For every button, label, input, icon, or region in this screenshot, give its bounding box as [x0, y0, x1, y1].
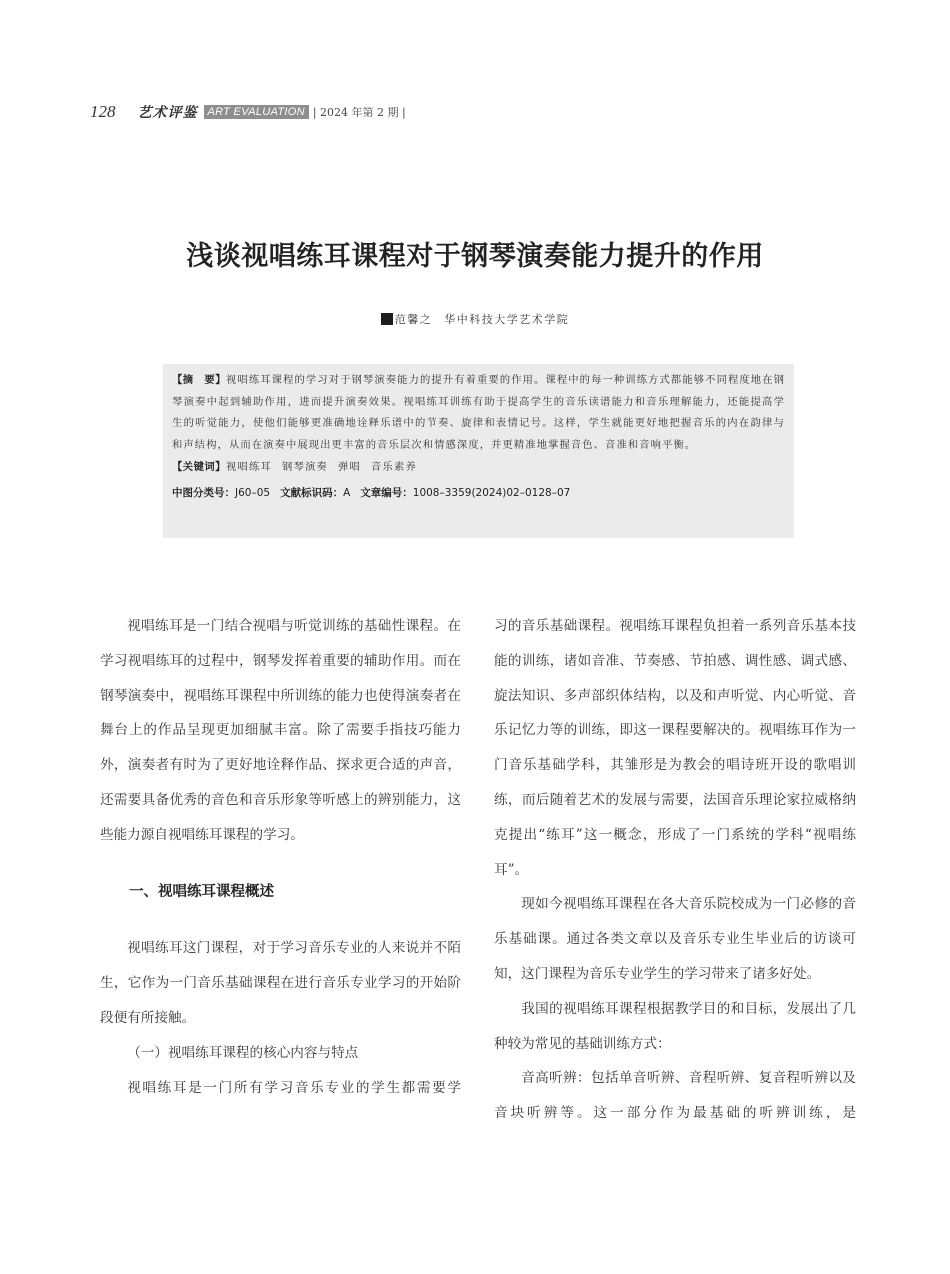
- abstract-paragraph: [172, 370, 785, 456]
- body-column-left: [100, 609, 461, 1105]
- article-number-value: 1008–3359(2024)02–0128–07: [412, 487, 571, 500]
- abstract-label: 【摘 要】: [172, 374, 227, 386]
- body-paragraph: 音高听辨：包括单音听辨、音程听辨、复音程听辨以及音块听辨等。这一部分作为最基础的听辨训练，是: [494, 1070, 856, 1122]
- abstract-text: 视唱练耳课程的学习对于钢琴演奏能力的提升有着重要的作用。课程中的每一种训练方式都能够不同程度地在钢琴演奏中起到辅助作用，进而提升演奏效果。视唱练耳训练有助于提高学生的音乐读谱能力和音乐理解能力，还能提高学生的听觉能力，使他们能够更准确地诠释乐谱中的节奏、旋律和表情记号。这样，学生就能更好地把握音乐的内在韵律与和声结构，从而在演奏中展现出更丰富的音乐层次和情感深度，并更精准地掌握音色、音准和音响平衡。: [172, 374, 786, 451]
- subsection-heading: （一）视唱练耳课程的核心内容与特点: [127, 1044, 359, 1061]
- keyword: 音乐素养: [370, 461, 417, 474]
- body-paragraph: 现如今视唱练耳课程在各大音乐院校成为一门必修的音乐基础课。通过各类文章以及音乐专业生毕业后的访谈可知，这门课程为音乐专业学生的学习带来了诸多好处。: [494, 896, 856, 982]
- keyword: 弹唱: [337, 461, 361, 474]
- keyword: 视唱练耳: [225, 461, 272, 474]
- author-affiliation: 华中科技大学艺术学院: [444, 313, 570, 326]
- doc-code-label: 文献标识码：: [280, 487, 344, 500]
- keywords-line: [172, 456, 785, 479]
- article-number-label: 文章编号：: [360, 487, 413, 500]
- page-number: 128: [90, 102, 116, 121]
- body-paragraph: 习的音乐基础课程。视唱练耳课程负担着一系列音乐基本技能的训练，诸如音准、节奏感、节拍感、调性感、调式感、旋法知识、多声部织体结构，以及和声听觉、内心听觉、音乐记忆力等的训练，即这一课程要解决的。视唱练耳作为一门音乐基础学科，其雏形是为教会的唱诗班开设的歌唱训练，而后随着艺术的发展与需要，法国音乐理论家拉威格纳克提出“练耳”这一概念，形成了一门系统的学科“视唱练耳”。: [494, 618, 856, 878]
- byline: [0, 311, 950, 327]
- body-paragraph: 视唱练耳是一门所有学习音乐专业的学生都需要学: [127, 1079, 461, 1096]
- journal-english-name: ART EVALUATION: [204, 105, 309, 119]
- body-column-right: [494, 609, 856, 1131]
- classification-line: [172, 482, 785, 504]
- body-paragraph: 我国的视唱练耳课程根据教学目的和目标，发展出了几种较为常见的基础训练方式：: [494, 1000, 856, 1052]
- running-header: [90, 102, 406, 122]
- keyword: 钢琴演奏: [281, 461, 328, 474]
- article-title: 浅谈视唱练耳课程对于钢琴演奏能力提升的作用: [186, 241, 764, 272]
- body-paragraph: 视唱练耳这门课程，对于学习音乐专业的人来说并不陌生，它作为一门音乐基础课程在进行音乐专业学习的开始阶段便有所接触。: [100, 940, 461, 1026]
- keywords-label: 【关键词】: [172, 461, 226, 474]
- issue-label: | 2024 年第 2 期 |: [312, 106, 406, 119]
- body-paragraph: 视唱练耳是一门结合视唱与听觉训练的基础性课程。在学习视唱练耳的过程中，钢琴发挥着重要的辅助作用。而在钢琴演奏中，视唱练耳课程中所训练的能力也使得演奏者在舞台上的作品呈现更加细腻丰富。除了需要手指技巧能力外，演奏者有时为了更好地诠释作品、探求更合适的声音，还需要具备优秀的音色和音乐形象等听感上的辨别能力，这些能力源自视唱练耳课程的学习。: [100, 618, 461, 843]
- clc-label: 中图分类号：: [172, 487, 235, 500]
- doc-code-value: A: [343, 487, 351, 500]
- journal-logo: 艺术评鉴: [137, 105, 198, 121]
- section-heading: 一、视唱练耳课程概述: [129, 882, 274, 900]
- abstract-box: [163, 364, 794, 538]
- black-square-icon: [381, 313, 393, 325]
- clc-value: J60–05: [235, 487, 271, 500]
- author-name: 范馨之: [394, 313, 433, 326]
